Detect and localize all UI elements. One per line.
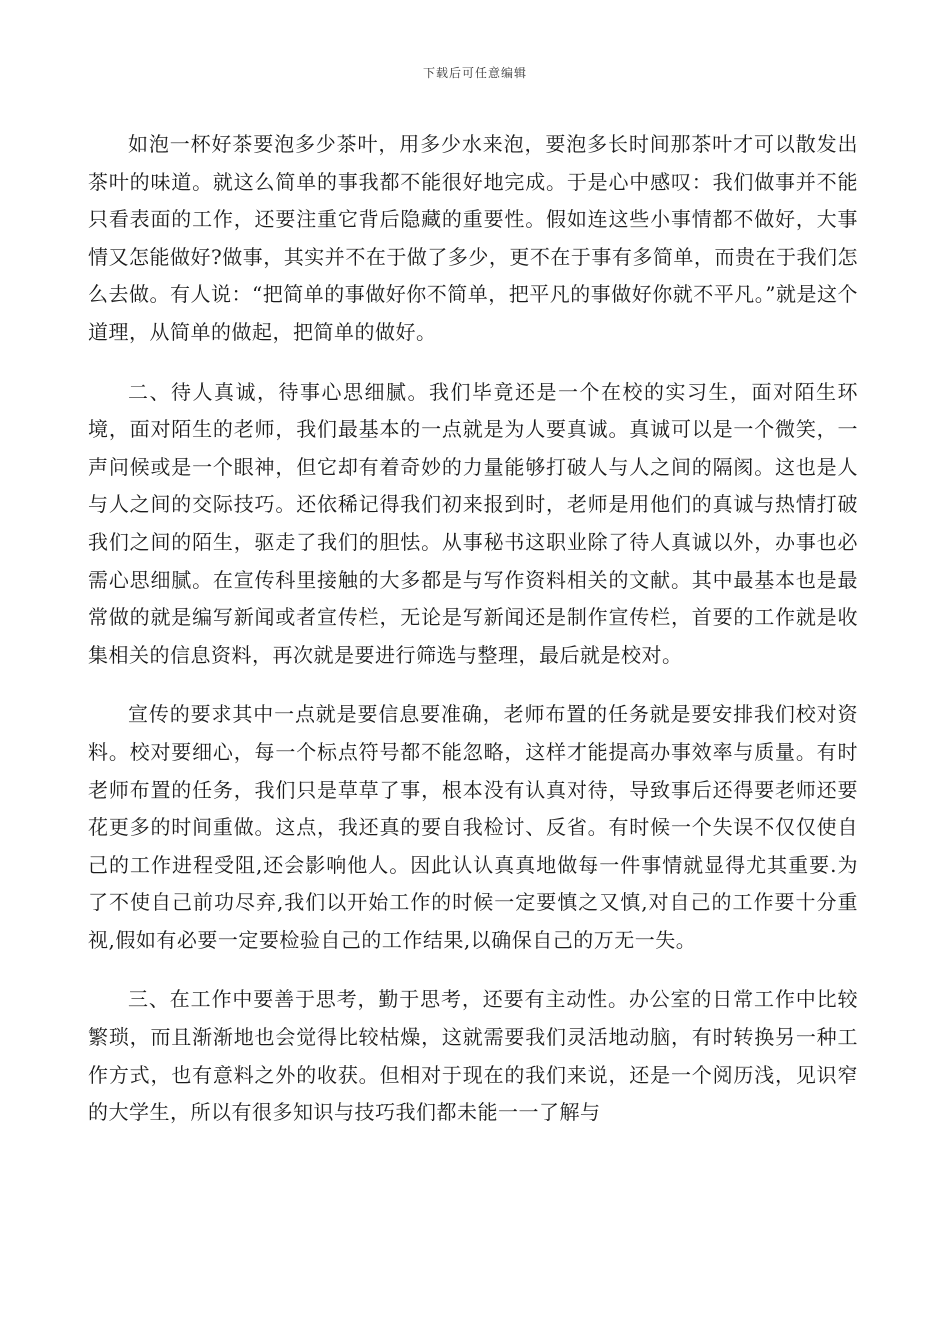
paragraph: 如泡一杯好茶要泡多少茶叶，用多少水来泡，要泡多长时间那茶叶才可以散发出茶叶的味道。就这么简单的事我都不能很好地完成。于是心中感叹：我们做事并不能只看表面的工作，还要注重它背后隐藏的重要性。假如连这些小事情都不做好，大事情又怎能做好?做事，其实并不在于做了多少，更不在于事有多简单，而贵在于我们怎么去做。有人说：“把简单的事做好你不简单，把平凡的事做好你就不平凡。”就是这个道理，从简单的做起，把简单的做好。: [88, 132, 858, 344]
paragraph: 三、在工作中要善于思考，勤于思考，还要有主动性。办公室的日常工作中比较繁琐，而且渐渐地也会觉得比较枯燥，这就需要我们灵活地动脑，有时转换另一种工作方式，也有意料之外的收获。但相对于现在的我们来说，还是一个阅历浅，见识窄的大学生，所以有很多知识与技巧我们都未能一一了解与: [88, 987, 858, 1125]
document-body: [88, 126, 858, 1154]
page-header: 下载后可任意编辑: [422, 66, 527, 80]
paragraph: 二、待人真诚，待事心思细腻。我们毕竟还是一个在校的实习生，面对陌生环境，面对陌生的老师，我们最基本的一点就是为人要真诚。真诚可以是一个微笑，一声问候或是一个眼神，但它却有着奇妙的力量能够打破人与人之间的隔阂。这也是人与人之间的交际技巧。还依稀记得我们初来报到时，老师是用他们的真诚与热情打破我们之间的陌生，驱走了我们的胆怯。从事秘书这职业除了待人真诚以外，办事也必需心思细腻。在宣传科里接触的大多都是与写作资料相关的文献。其中最基本也是最常做的就是编写新闻或者宣传栏，无论是写新闻还是制作宣传栏，首要的工作就是收集相关的信息资料，再次就是要进行筛选与整理，最后就是校对。: [88, 379, 858, 667]
paragraph: 宣传的要求其中一点就是要信息要准确，老师布置的任务就是要安排我们校对资料。校对要细心，每一个标点符号都不能忽略，这样才能提高办事效率与质量。有时老师布置的任务，我们只是草草了事，根本没有认真对待，导致事后还得要老师还要花更多的时间重做。这点，我还真的要自我检讨、反省。有时候一个失误不仅仅使自己的工作进程受阻,还会影响他人。因此认认真真地做每一件事情就显得尤其重要.为了不使自己前功尽弃,我们以开始工作的时候一定要慎之又慎,对自己的工作要十分重视,假如有必要一定要检验自己的工作结果,以确保自己的万无一失。: [88, 702, 858, 952]
